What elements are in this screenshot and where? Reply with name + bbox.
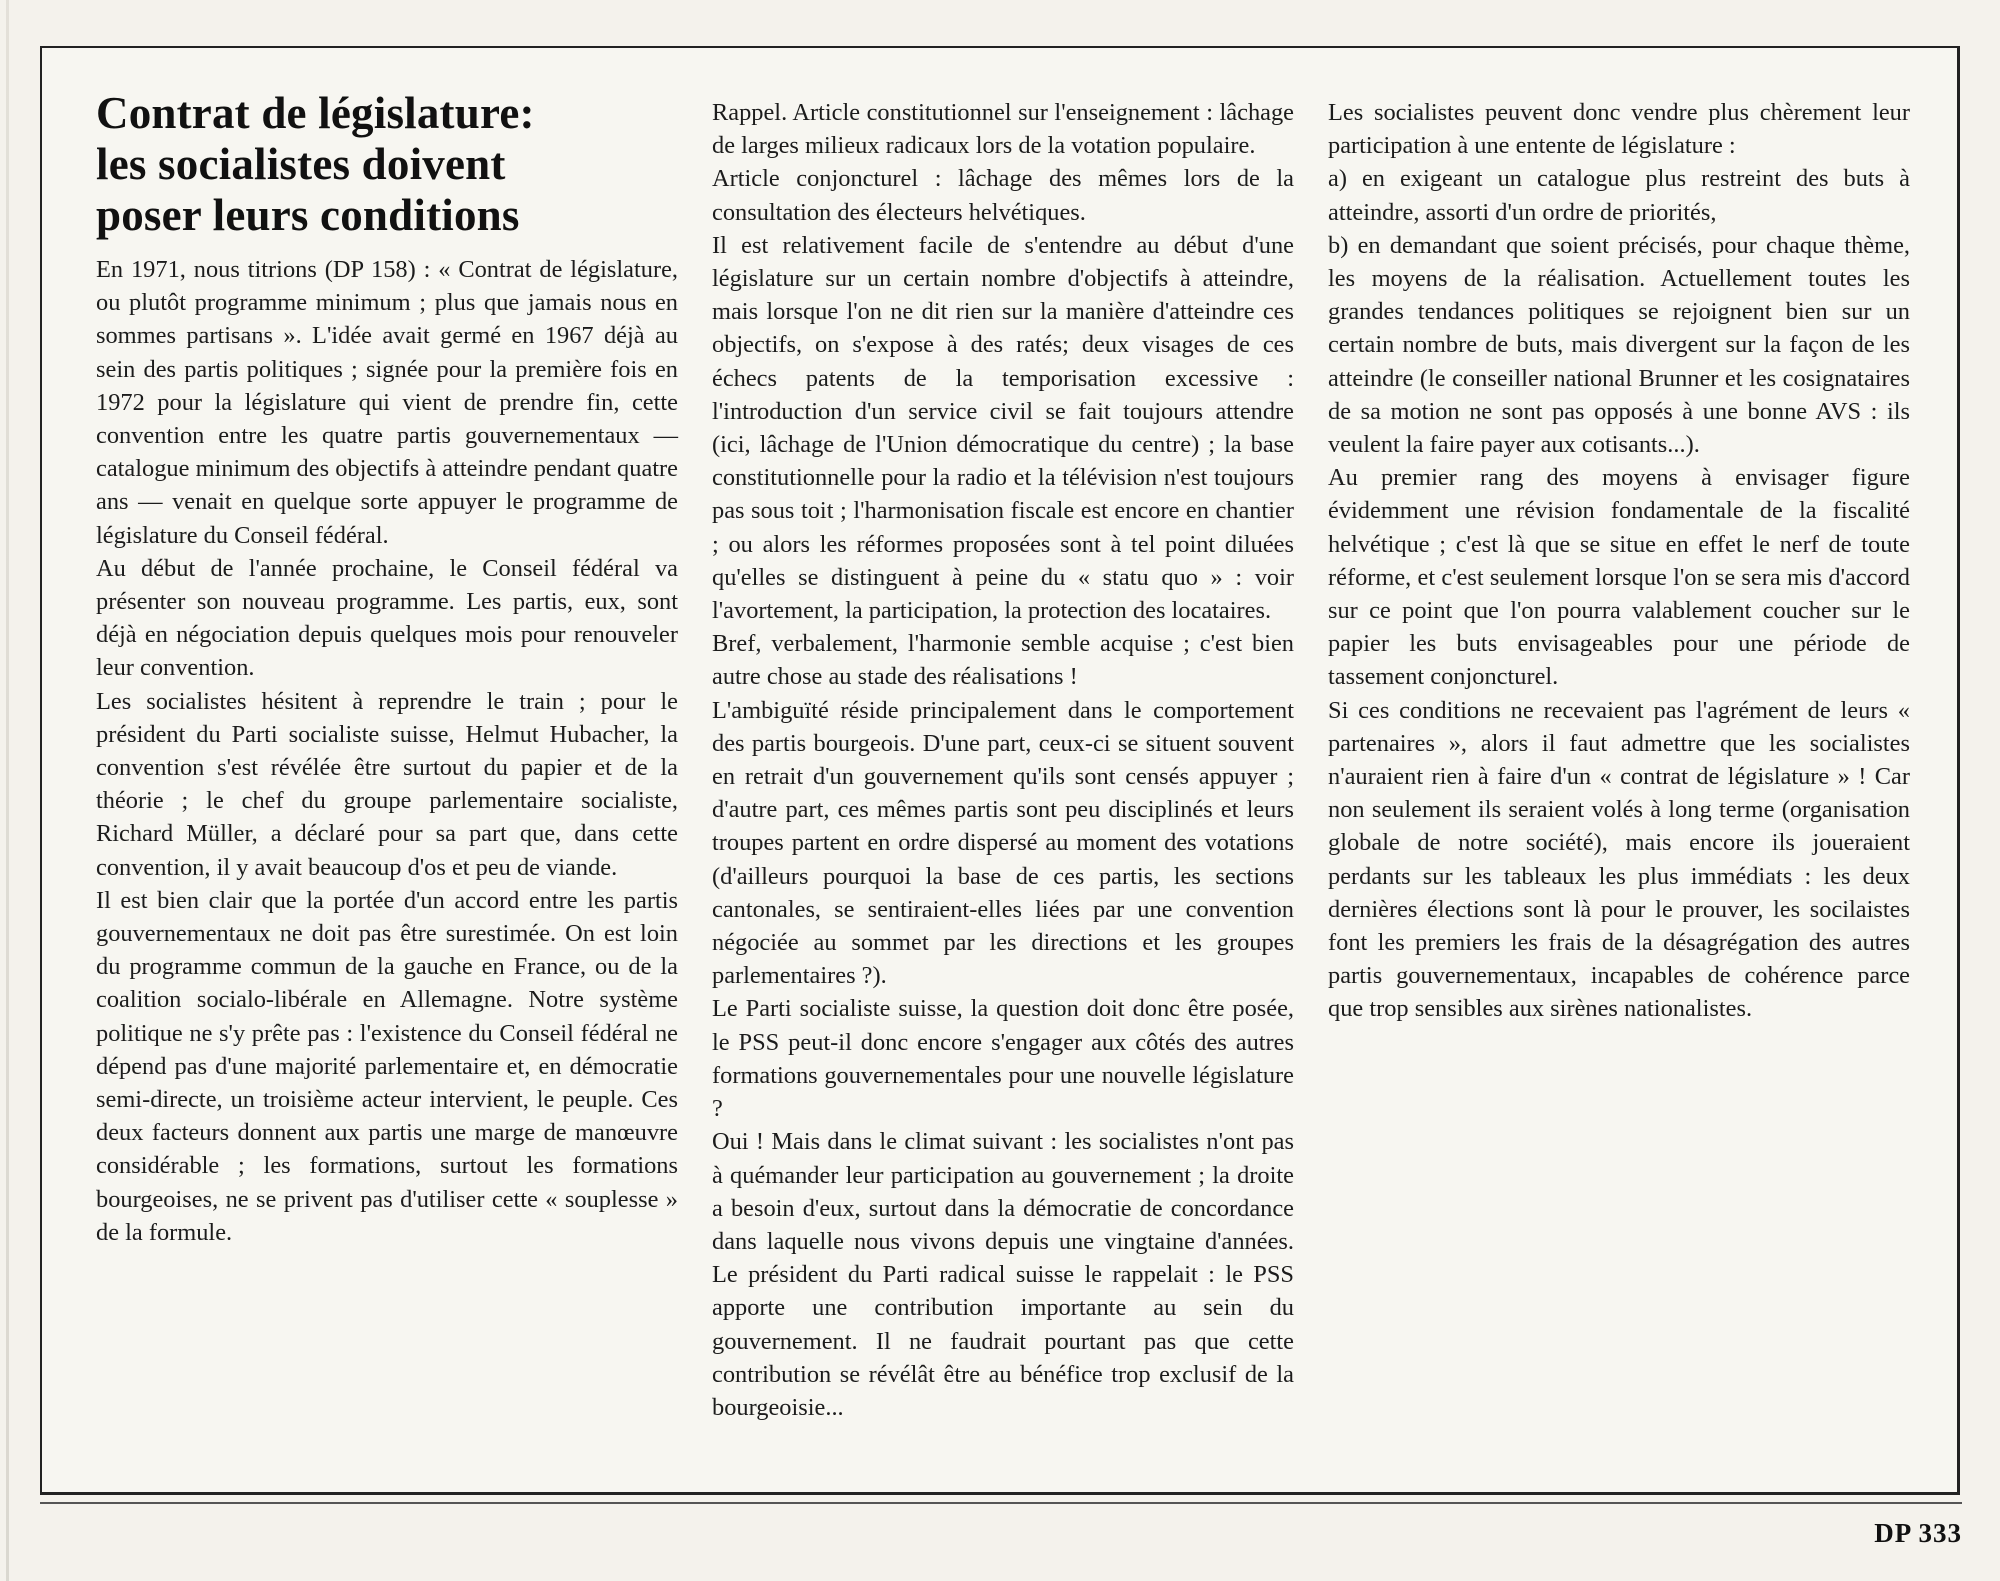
paragraph: Il est bien clair que la portée d'un accord entre les partis gouvernementaux ne doit pas être surestimée. On est loin du programme commun de la gauche en France, ou de la coalition socialo-libérale en Allemagne. Notre système politique ne s'y prête pas : l'existence du Conseil fédéral ne dépend pas d'une majorité parlementaire et, en démocratie semi-directe, un troisième acteur intervient, le peuple. Ces deux facteurs donnent aux partis une marge de manœuvre considérable ; les formations, surtout les formations bourgeoises, ne se privent pas d'utiliser cette « souplesse » de la formule.	[96, 886, 678, 1246]
paragraph: Il est relativement facile de s'entendre au début d'une législature sur un certain nombre d'objectifs à atteindre, mais lorsque l'on ne dit rien sur la manière d'atteindre ces objectifs, on s'expose à des ratés; deux visages de ces échecs patents de la temporisation excessive : l'introduction d'un service civil se fait toujours attendre (ici, lâchage de l'Union démocratique du centre) ; la base constitutionnelle pour la radio et la télévision n'est toujours pas sous toit ; l'harmonisation fiscale est encore en chantier ; ou alors les réformes proposées sont à tel point diluées qu'elles se distinguent à peine du « statu quo » : voir l'avortement, la participation, la protection des locataires.	[712, 231, 1294, 625]
article-title	[96, 88, 678, 241]
paragraph: Au premier rang des moyens à envisager figure évidemment une révision fondamentale de la fiscalité helvétique ; c'est là que se situe en effet le nerf de toute réforme, et c'est seulement lorsque l'on se sera mis d'accord sur ce point que l'on pourra valablement coucher sur le papier les buts envisageables pour une période de tassement conjoncturel.	[1328, 464, 1910, 691]
paragraph: Les socialistes peuvent donc vendre plus chèrement leur participation à une entente de législature :	[1328, 99, 1910, 160]
paragraph: Le Parti socialiste suisse, la question doit donc être posée, le PSS peut-il donc encore s'engager aux côtés des autres formations gouvernementales pour une nouvelle législature ?	[712, 995, 1294, 1123]
paragraph: Rappel. Article constitutionnel sur l'enseignement : lâchage de larges milieux radicaux lors de la votation populaire.	[712, 99, 1294, 160]
paragraph: En 1971, nous titrions (DP 158) : « Contrat de législature, ou plutôt programme minimum ; plus que jamais nous en sommes partisans ». L'idée avait germé en 1967 déjà au sein des partis politiques ; signée pour la première fois en 1972 pour la législature qui vient de prendre fin, cette convention entre les quatre partis gouvernementaux — catalogue minimum des objectifs à atteindre pendant quatre ans — venait en quelque sorte appuyer le programme de législature du Conseil fédéral.	[96, 256, 678, 549]
page-edge-shadow	[6, 0, 9, 1581]
paragraph: L'ambiguïté réside principalement dans le comportement des partis bourgeois. D'une part, ceux-ci se situent souvent en retrait d'un gouvernement qu'ils sont censés appuyer ; d'autre part, ces mêmes partis sont peu disciplinés et leurs troupes partent en ordre dispersé au moment des votations (d'ailleurs pourquoi la base de ces partis, les sections cantonales, se sentiraient-elles liées par une convention négociée au sommet par les directions et les groupes parlementaires ?).	[712, 696, 1294, 990]
paragraph: Les socialistes hésitent à reprendre le train ; pour le président du Parti socialiste suisse, Helmut Hubacher, la convention s'est révélée être surtout du papier et de la théorie ; le chef du groupe parlementaire socialiste, Richard Müller, a déclaré pour sa part que, dans cette convention, il y avait beaucoup d'os et peu de viande.	[96, 687, 678, 881]
paragraph-continued: Oui ! Mais dans le climat suivant : les socialistes n'ont pas à quémander leur participation au gouvernement ; la droite a besoin d'eux, surtout dans la démocratie de concordance dans laquelle nous vivons depuis une vingtaine d'années. Le président du Parti radical suisse le rappelait : le PSS apporte une contribution importante au sein du gouvernement. Il ne faudrait pourtant pas que cette contribution se révélât être au bénéfice trop exclusif de la bourgeoisie...	[712, 1128, 1294, 1421]
paragraph: Bref, verbalement, l'harmonie semble acquise ; c'est bien autre chose au stade des réalisations !	[712, 630, 1294, 691]
paragraph: a) en exigeant un catalogue plus restreint des buts à atteindre, assorti d'un ordre de priorités,	[1328, 165, 1910, 226]
title-line: poser leurs conditions	[96, 190, 520, 240]
column-3	[1328, 96, 1910, 1026]
title-line: les socialistes doivent	[96, 139, 506, 189]
paragraph: Si ces conditions ne recevaient pas l'agrément de leurs « partenaires », alors il faut admettre que les socialistes n'auraient rien à faire d'un « contrat de législature » ! Car non seulement ils seraient volés à long terme (organisation globale de notre société), mais encore ils joueraient perdants sur les tableaux les plus immédiats : les deux dernières élections sont là pour le prouver, les socilaistes font les premiers les frais de la désagrégation des autres partis gouvernementaux, incapables de cohérence parce que trop sensibles aux sirènes nationalistes.	[1328, 696, 1910, 1023]
paragraph: b) en demandant que soient précisés, pour chaque thème, les moyens de la réalisation. Actuellement toutes les grandes tendances politiques se rejoignent bien sur un certain nombre de buts, mais divergent sur la façon de les atteindre (le conseiller national Brunner et les cosignataires de sa motion ne sont pas opposés à une bonne AVS : ils veulent la faire payer aux cotisants...).	[1328, 231, 1910, 459]
bottom-rule	[40, 1502, 1962, 1504]
article-frame	[40, 46, 1960, 1495]
column-1	[96, 88, 678, 1249]
page-number: DP 333	[1874, 1518, 1962, 1548]
column-2	[712, 96, 1294, 1424]
paragraph: Au début de l'année prochaine, le Conseil fédéral va présenter son nouveau programme. Les partis, eux, sont déjà en négociation depuis quelques mois pour renouveler leur convention.	[96, 554, 678, 682]
paragraph: Article conjoncturel : lâchage des mêmes lors de la consultation des électeurs helvétiques.	[712, 165, 1294, 226]
title-line: Contrat de législature:	[96, 88, 535, 138]
